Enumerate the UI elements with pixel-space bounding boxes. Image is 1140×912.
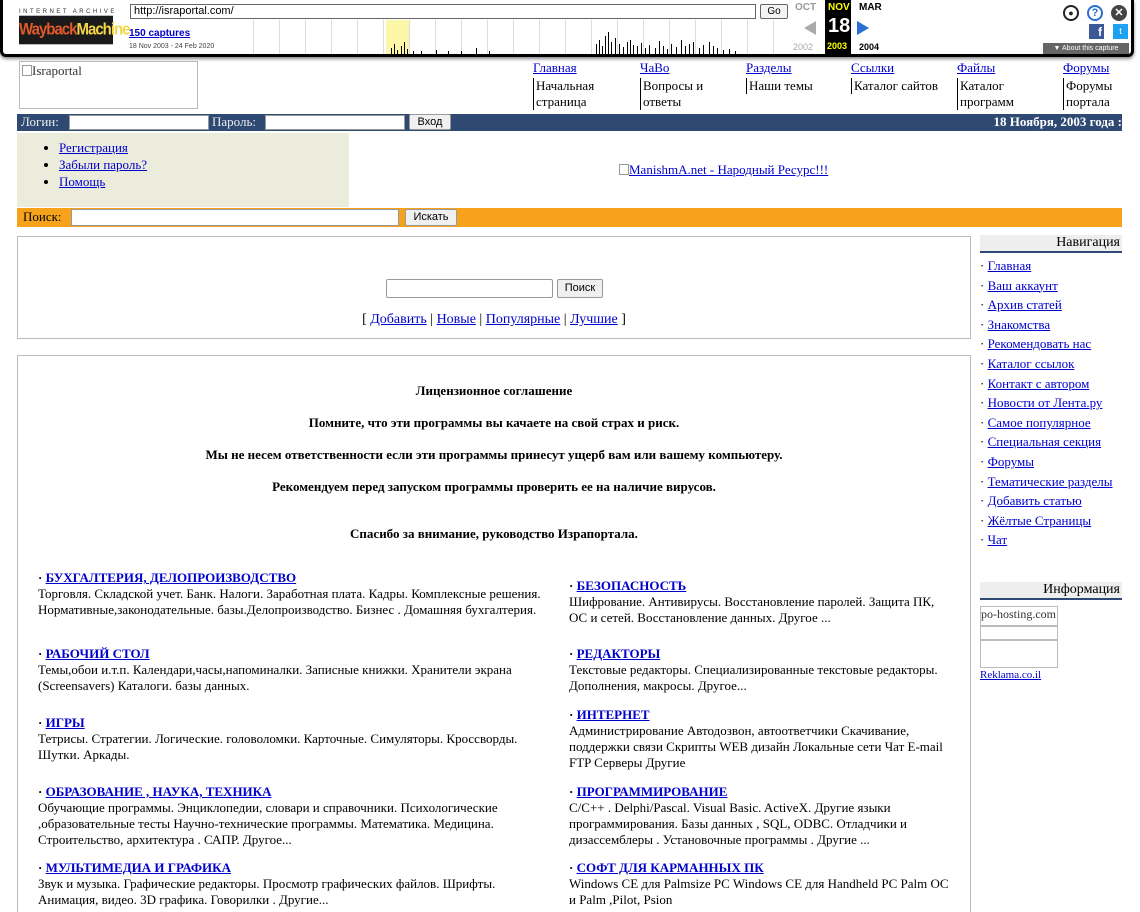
category-desc: Темы,обои и.т.п. Календари,часы,напоминалки. Записные книжки. Хранители экрана (Screensavers) Каталоги. базы данных.: [38, 662, 512, 693]
category-item: · ПРОГРАММИРОВАНИЕ C/C++ . Delphi/Pascal. Visual Basic. ActiveX. Другие языки программирования. Базы данных , SQL, ODBC. Отладчики и дизассемблеры . Установочные программы . Другие ...: [569, 784, 954, 848]
banner-image[interactable]: [980, 640, 1058, 668]
capture-range: 18 Nov 2003 - 24 Feb 2020: [129, 43, 215, 50]
password-label: Пароль:: [212, 114, 257, 129]
category-item: · МУЛЬТИМЕДИА И ГРАФИКА Звук и музыка. Графические редакторы. Просмотр графических файлов. Шрифты. Анимация, видео. 3D графика. Говорилки . Другие...: [38, 860, 548, 908]
sidebar-nav-item: · Новости от Лента.ру: [980, 395, 1103, 411]
capture-bar: [663, 46, 664, 54]
account-panel: [17, 133, 349, 207]
files-content: [17, 355, 971, 912]
site-logo[interactable]: [19, 61, 198, 109]
year-separator: [461, 20, 462, 54]
sidebar-nav-item: · Каталог ссылок: [980, 355, 1075, 371]
category-desc: C/C++ . Delphi/Pascal. Visual Basic. ActiveX. Другие языки программирования. Базы данных , SQL, ODBC. Отладчики и дизассемблеры . Установочные программы . Другие ...: [569, 800, 908, 847]
capture-bar: [649, 45, 650, 54]
capture-bar: [630, 40, 631, 54]
capture-bar: [667, 49, 668, 54]
year-separator: [487, 20, 488, 54]
capture-bar: [633, 45, 634, 54]
article-links: [18, 312, 970, 328]
login-input[interactable]: [69, 115, 209, 130]
sidebar-nav-link[interactable]: Новости от Лента.ру: [987, 395, 1103, 411]
capture-bar: [729, 49, 730, 54]
best-articles-link[interactable]: Лучшие: [570, 312, 618, 327]
next-month[interactable]: MAR: [859, 2, 882, 13]
close-icon[interactable]: ✕: [1111, 5, 1127, 21]
capture-bar: [627, 42, 628, 54]
go-button[interactable]: Go: [760, 4, 788, 19]
forgot-password-link[interactable]: Забыли пароль?: [59, 157, 148, 172]
year-separator: [253, 20, 254, 54]
reklama-link[interactable]: Reklama.co.il: [980, 669, 1042, 681]
banner-link[interactable]: [619, 162, 828, 178]
capture-bar: [608, 32, 609, 54]
category-item: · ИНТЕРНЕТ Администрирование Автодозвон, автоответчики Скачивание, поддержки связи Скрипты WEB дизайн Локальные сети Чат E-mail FTP Серверы Другие: [569, 707, 954, 771]
nav-subtitle: Вопросы и ответы: [640, 78, 740, 110]
category-link[interactable]: ПРОГРАММИРОВАНИЕ: [576, 784, 728, 799]
register-link[interactable]: Регистрация: [59, 140, 128, 155]
category-link[interactable]: ИНТЕРНЕТ: [576, 707, 650, 722]
nav-link[interactable]: Ссылки: [851, 60, 895, 75]
year-separator: [747, 20, 748, 54]
login-label: Логин:: [21, 114, 59, 129]
capture-bar: [659, 41, 660, 54]
sidebar-nav-item: · Рекомендовать нас: [980, 336, 1092, 352]
category-item: · РАБОЧИЙ СТОЛ Темы,обои и.т.п. Календари,часы,напоминалки. Записные книжки. Хранители экрана (Screensavers) Каталоги. базы данных.: [38, 646, 548, 694]
twitter-icon[interactable]: t: [1113, 24, 1128, 39]
license-line: Мы не несем ответственности если эти программы принесут ущерб вам или вашему компьютеру.: [205, 447, 783, 462]
separator: |: [563, 312, 567, 327]
year-separator: [383, 20, 384, 54]
capture-sparkline[interactable]: [233, 20, 783, 54]
nav-subtitle: Форумы портала: [1063, 78, 1133, 110]
capture-bar: [611, 42, 612, 54]
capture-bar: [641, 43, 642, 54]
category-link[interactable]: ИГРЫ: [45, 715, 85, 730]
category-desc: Текстовые редакторы. Специализированные текстовые редакторы. Дополнения, макросы. Другое...: [569, 662, 938, 693]
about-capture-button[interactable]: ▼ About this capture: [1043, 43, 1129, 54]
account-links: [59, 139, 147, 190]
capture-bar: [596, 44, 597, 54]
category-item: · СОФТ ДЛЯ КАРМАННЫХ ПК Windows CE для Palmsize PC Windows CE для Handheld PC Palm OC и Palm ,Pilot, Psion: [569, 860, 954, 908]
capture-bar: [404, 42, 405, 54]
wayback-logo[interactable]: WaybackMachine: [19, 16, 113, 45]
bracket: [: [362, 312, 367, 327]
category-desc: Торговля. Складской учет. Банк. Налоги. Заработная плата. Кадры. Комплексные решения. Нормативные,законодательные. базы.Делопроизводство. Бизнес . Домашняя бухгалтерия.: [38, 586, 541, 617]
sidebar-nav-item: · Специальная секция: [980, 434, 1102, 450]
capture-bar: [645, 48, 646, 54]
year-separator: [591, 20, 592, 54]
capture-bar: [421, 51, 422, 54]
category-link[interactable]: БЕЗОПАСНОСТЬ: [576, 578, 687, 593]
category-desc: Обучающие программы. Энциклопедии, словари и справочники. Психологические ,образовательные тесты Научно-технические программы. Математика. Медицина. Строительство, архитектура . САПР. Другое...: [38, 800, 498, 847]
sidebar-nav-item: · Чат: [980, 532, 1008, 548]
prev-month[interactable]: OCT: [795, 2, 817, 13]
banner-image[interactable]: [980, 626, 1058, 640]
new-articles-link[interactable]: Новые: [436, 312, 476, 327]
hosting-alt-text: po-hosting.com: [981, 607, 1056, 621]
category-item: · ОБРАЗОВАНИЕ , НАУКА, ТЕХНИКА Обучающие программы. Энциклопедии, словари и справочники. Психологические ,образовательные тесты Научно-технические программы. Математика. Медицина. Строительство, архитектура . САПР. Другое...: [38, 784, 548, 848]
capture-bar: [671, 44, 672, 54]
capture-bar: [689, 44, 690, 54]
current-day: 18: [828, 15, 851, 37]
sidebar-nav-item: · Ваш аккаунт: [980, 277, 1058, 293]
year-separator: [279, 20, 280, 54]
category-item: · ИГРЫ Тетрисы. Стратегии. Логические. головоломки. Карточные. Симуляторы. Кроссворды. Шутки. Аркады.: [38, 715, 548, 763]
current-date: 18 Ноября, 2003 года :: [993, 114, 1122, 129]
capture-bar: [605, 36, 606, 54]
capture-bar: [602, 46, 603, 54]
capture-bar: [703, 45, 704, 54]
article-search-input[interactable]: [386, 279, 553, 298]
password-input[interactable]: [265, 115, 405, 130]
search-button[interactable]: Искать: [405, 209, 457, 226]
sidebar-nav-link[interactable]: Знакомства: [987, 316, 1051, 332]
sidebar-nav-link[interactable]: Архив статей: [987, 297, 1062, 313]
category-item: · РЕДАКТОРЫ Текстовые редакторы. Специализированные текстовые редакторы. Дополнения, макросы. Другое...: [569, 646, 954, 694]
capture-bar: [394, 44, 395, 54]
category-link[interactable]: БУХГАЛТЕРИЯ, ДЕЛОПРОИЗВОДСТВО: [45, 570, 297, 585]
capture-bar: [413, 51, 414, 54]
capture-bar: [407, 49, 408, 54]
broken-image-icon: [619, 164, 629, 175]
search-label: Поиск:: [23, 209, 62, 224]
sidebar-nav-item: · Тематические разделы: [980, 473, 1113, 489]
nav-link[interactable]: Разделы: [746, 60, 792, 75]
add-article-link[interactable]: Добавить: [370, 312, 427, 327]
help-icon[interactable]: ?: [1087, 5, 1103, 21]
nav-item-home[interactable]: [533, 60, 633, 110]
capture-bar: [723, 50, 724, 54]
license-title: Лицензионное соглашение: [415, 383, 573, 398]
wayback-toolbar: [0, 0, 1134, 57]
capture-bar: [717, 48, 718, 54]
capture-bar: [655, 48, 656, 54]
year-separator: [357, 20, 358, 54]
capture-bar: [637, 46, 638, 54]
capture-bar: [599, 40, 600, 54]
sidebar-info-title: Информация: [980, 582, 1122, 600]
sidebar-info: [980, 582, 1122, 681]
article-search-button[interactable]: Поиск: [557, 279, 603, 298]
user-icon[interactable]: ●: [1063, 5, 1079, 21]
license-line: Спасибо за внимание, руководство Израпортала.: [350, 526, 638, 541]
year-separator: [669, 20, 670, 54]
separator: |: [430, 312, 434, 327]
capture-bar: [615, 38, 616, 54]
sidebar-nav-list: [980, 258, 1122, 548]
sidebar-nav-link[interactable]: Тематические разделы: [987, 473, 1113, 489]
prev-year[interactable]: 2002: [793, 42, 814, 52]
capture-bar: [709, 42, 710, 54]
year-separator: [305, 20, 306, 54]
category-link[interactable]: ОБРАЗОВАНИЕ , НАУКА, ТЕХНИКА: [45, 784, 272, 799]
sidebar-nav-item: · Добавить статью: [980, 493, 1082, 509]
nav-subtitle: Каталог программ: [957, 78, 1057, 110]
separator: |: [479, 312, 483, 327]
prev-arrow-icon[interactable]: [804, 21, 816, 35]
capture-bar: [461, 51, 462, 54]
capture-bar: [489, 51, 490, 54]
search-bar: [17, 208, 1122, 227]
nav-link[interactable]: Форумы: [1063, 60, 1110, 75]
broken-image-icon: [22, 65, 32, 76]
facebook-icon[interactable]: f: [1089, 24, 1104, 39]
year-separator: [435, 20, 436, 54]
year-separator: [513, 20, 514, 54]
help-link[interactable]: Помощь: [59, 174, 106, 189]
year-separator: [565, 20, 566, 54]
category-link[interactable]: РЕДАКТОРЫ: [576, 646, 661, 661]
category-desc: Windows CE для Palmsize PC Windows CE для Handheld PC Palm OC и Palm ,Pilot, Psion: [569, 876, 949, 907]
banner-alt-text: ManishmA.net - Народный Ресурс!!!: [629, 162, 829, 177]
capture-bar: [448, 51, 449, 54]
list-item: [59, 156, 147, 173]
sidebar-nav-link[interactable]: Чат: [987, 532, 1008, 548]
url-input[interactable]: http://israportal.com/: [130, 4, 756, 19]
year-separator: [721, 20, 722, 54]
logo-alt-text: Israportal: [32, 63, 82, 78]
sidebar-nav-link[interactable]: Добавить статью: [987, 493, 1082, 509]
nav-item-sections[interactable]: [746, 60, 846, 94]
capture-bar: [676, 47, 677, 54]
next-year[interactable]: 2004: [859, 42, 880, 52]
sidebar-nav-link[interactable]: Главная: [987, 258, 1032, 273]
nav-item-forums[interactable]: [1063, 60, 1133, 110]
sidebar-nav-link[interactable]: Форумы: [987, 453, 1034, 469]
login-button[interactable]: Вход: [409, 114, 451, 130]
sidebar-nav-title: Навигация: [980, 235, 1122, 253]
capture-bar: [699, 48, 700, 54]
capture-bar: [401, 46, 402, 54]
sidebar-nav-link[interactable]: Контакт с автором: [987, 375, 1090, 391]
login-bar: [17, 114, 1122, 131]
popular-articles-link[interactable]: Популярные: [485, 312, 561, 327]
category-desc: Администрирование Автодозвон, автоответчики Скачивание, поддержки связи Скрипты WEB дизайн Локальные сети Чат E-mail FTP Серверы Другие: [569, 723, 943, 770]
nav-link[interactable]: Файлы: [957, 60, 996, 75]
category-link[interactable]: РАБОЧИЙ СТОЛ: [45, 646, 150, 661]
year-separator: [695, 20, 696, 54]
sidebar-nav-item: · Знакомства: [980, 316, 1051, 332]
year-separator: [643, 20, 644, 54]
sidebar-nav-item: · Самое популярное: [980, 414, 1091, 430]
year-separator: [539, 20, 540, 54]
category-desc: Шифрование. Антивирусы. Восстановление паролей. Защита ПК, ОС и сетей. Восстановление данных. Другое ...: [569, 594, 935, 625]
nav-subtitle: Наши темы: [746, 78, 846, 94]
sidebar-nav-link[interactable]: Каталог ссылок: [987, 355, 1075, 371]
year-separator: [331, 20, 332, 54]
nav-subtitle: Каталог сайтов: [851, 78, 951, 94]
sidebar-nav-link[interactable]: Жёлтые Страницы: [987, 512, 1092, 528]
nav-item-faq[interactable]: [640, 60, 740, 110]
list-item: [59, 173, 147, 190]
year-separator: [617, 20, 618, 54]
sidebar-nav-item: · Архив статей: [980, 297, 1062, 313]
capture-bar: [693, 42, 694, 54]
capture-bar: [685, 46, 686, 54]
nav-item-links[interactable]: [851, 60, 951, 94]
next-arrow-icon[interactable]: [857, 21, 869, 35]
capture-bar: [713, 46, 714, 54]
year-separator: [409, 20, 410, 54]
sidebar-nav-link[interactable]: Ваш аккаунт: [987, 277, 1058, 293]
ia-label: INTERNET ARCHIVE: [19, 9, 117, 15]
category-link[interactable]: СОФТ ДЛЯ КАРМАННЫХ ПК: [576, 860, 764, 875]
capture-bar: [397, 50, 398, 54]
capture-bar: [681, 40, 682, 54]
current-month: NOV: [828, 2, 850, 13]
capture-bar: [619, 44, 620, 54]
capture-bar: [476, 48, 477, 54]
nav-link[interactable]: Главная: [533, 60, 577, 75]
search-input[interactable]: [71, 209, 399, 226]
sidebar-nav-item: · Форумы: [980, 453, 1034, 469]
category-desc: Тетрисы. Стратегии. Логические. головоломки. Карточные. Симуляторы. Кроссворды. Шутки. Аркады.: [38, 731, 518, 762]
capture-bar: [735, 51, 736, 54]
nav-link[interactable]: ЧаВо: [640, 60, 670, 75]
article-search-box: [17, 236, 971, 339]
sidebar-nav-item: · Контакт с автором: [980, 375, 1090, 391]
hosting-banner[interactable]: [980, 606, 1058, 626]
category-desc: Звук и музыка. Графические редакторы. Просмотр графических файлов. Шрифты. Анимация, видео. 3D графика. Говорилки . Другие...: [38, 876, 496, 907]
list-item: [59, 139, 147, 156]
bracket: ]: [621, 312, 626, 327]
license-line: Помните, что эти программы вы качаете на свой страх и риск.: [308, 415, 680, 430]
sidebar-nav-link[interactable]: Самое популярное: [987, 414, 1091, 430]
nav-item-files[interactable]: [957, 60, 1057, 110]
sidebar-nav-link[interactable]: Специальная секция: [987, 434, 1102, 450]
year-separator: [773, 20, 774, 54]
capture-bar: [623, 47, 624, 54]
nav-subtitle: Начальная страница: [533, 78, 633, 110]
category-item: · БЕЗОПАСНОСТЬ Шифрование. Антивирусы. Восстановление паролей. Защита ПК, ОС и сетей. Восстановление данных. Другое ...: [569, 578, 954, 626]
current-year: 2003: [827, 41, 848, 51]
sidebar-nav-item: · Жёлтые Страницы: [980, 512, 1092, 528]
category-link[interactable]: МУЛЬТИМЕДИА И ГРАФИКА: [45, 860, 231, 875]
sidebar-nav-item: · Главная: [980, 258, 1032, 273]
sidebar-nav-link[interactable]: Рекомендовать нас: [987, 336, 1092, 352]
captures-link[interactable]: 150 captures: [129, 28, 191, 39]
sidebar: [980, 235, 1122, 552]
capture-bar: [436, 50, 437, 54]
current-capture: [825, 0, 851, 54]
license-line: Рекомендуем перед запуском программы проверить ее на наличие вирусов.: [272, 479, 716, 494]
category-item: · БУХГАЛТЕРИЯ, ДЕЛОПРОИЗВОДСТВО Торговля. Складской учет. Банк. Налоги. Заработная плата. Кадры. Комплексные решения. Нормативные,законодательные. базы.Делопроизводство. Бизнес . Домашняя бухгалтерия.: [38, 570, 548, 618]
capture-bar: [391, 48, 392, 54]
